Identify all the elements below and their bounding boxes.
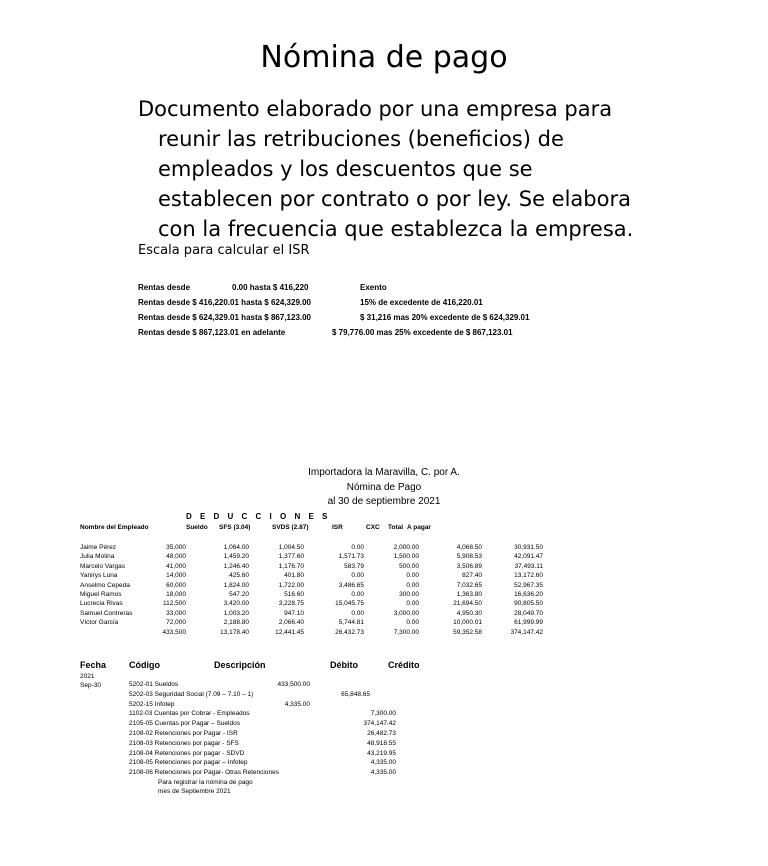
payroll-cell: 2,066.40 [278, 619, 304, 627]
payroll-cell: 2,000.00 [393, 544, 419, 551]
isr-range-from: 0.00 hasta $ 416,220 [232, 283, 309, 292]
definition-paragraph: Documento elaborado por una empresa para reunir las retribuciones (beneficios) de empleados y los descuentos que se establecen por contrato o por ley. Se elabora con la frecuencia que establezca la empresa. [138, 97, 634, 241]
payroll-cell: 1,824.00 [223, 581, 249, 589]
payroll-total: 13,178.40 [220, 628, 249, 636]
journal-line-credit: 4,335.00 [370, 769, 396, 777]
payroll-cell: 1,377.60 [278, 553, 304, 561]
payroll-cell: 7,032.65 [456, 581, 482, 589]
journal-note: Para registrar la nómina de pago [158, 779, 253, 786]
employee-name: Julia Molina [80, 553, 115, 561]
payroll-cell: 41,000 [166, 562, 186, 570]
payroll-cell: 48,000 [166, 553, 186, 561]
payroll-cell: 112,500 [162, 600, 186, 608]
payroll-cell: 90,805.50 [514, 600, 543, 608]
payroll-cell: 37,493.11 [514, 562, 543, 570]
payroll-cell: 33,000 [166, 609, 186, 617]
payroll-cell: 3,228.75 [278, 600, 304, 608]
employee-name: Anselmo Cepeda [80, 581, 130, 589]
journal-line-credit: 43,219.95 [367, 749, 396, 757]
page-title: Nómina de pago [260, 40, 508, 75]
payroll-cell: 0.00 [406, 581, 419, 589]
definition-text [138, 94, 638, 244]
journal-line-debit: 65,848.65 [341, 690, 370, 698]
journal-line-account: 2108-02 Retenciones por Pagar - ISR [129, 730, 238, 737]
payroll-cell: 3,420.00 [223, 600, 249, 608]
payroll-cell: 60,000 [166, 581, 186, 589]
payroll-cell: 0.00 [406, 572, 419, 580]
payroll-cell: 21,694.50 [453, 600, 482, 608]
isr-range: Rentas desde $ 867,123.01 en adelante [138, 328, 286, 337]
journal-header-credito: Crédito [388, 660, 420, 670]
payroll-cell: 5,744.81 [338, 619, 364, 627]
payroll-cell: 0.00 [351, 572, 364, 580]
employee-name: Marcelo Vargas [80, 562, 126, 570]
employee-name: Yanirys Luna [80, 572, 118, 580]
isr-range: Rentas desde $ 624,329.01 hasta $ 867,123.00 [138, 313, 312, 322]
payroll-column-header: Nombre del Empleado [80, 524, 149, 531]
payroll-cell: 4,950.30 [456, 609, 482, 617]
employee-name: Jaime Pérez [80, 544, 117, 551]
payroll-cell: 16,636.20 [514, 591, 543, 598]
payroll-column-header: A pagar [407, 524, 431, 531]
payroll-cell: 1,722.00 [278, 581, 304, 589]
payroll-column-header: Sueldo [186, 524, 208, 531]
journal-line-account: 2108-05 Retenciones por pagar – Infotep [129, 759, 248, 767]
payroll-title: Nómina de Pago [346, 482, 422, 493]
payroll-cell: 14,000 [166, 572, 186, 580]
payroll-cell: 13,172.60 [514, 572, 543, 580]
payroll-cell: 1,246.40 [223, 562, 249, 570]
payroll-cell: 401.80 [284, 572, 304, 580]
employee-name: Víctor García [80, 619, 119, 627]
payroll-cell: 300.00 [399, 591, 419, 598]
journal-line-account: 5202-03 Seguridad Social (7.09 – 7.10 – 1) [129, 690, 254, 698]
payroll-cell: 947.10 [284, 609, 304, 617]
payroll-cell: 42,091.47 [514, 553, 543, 561]
payroll-cell: 72,000 [166, 619, 186, 627]
isr-scale-label: Escala para calcular el ISR [138, 243, 310, 258]
journal-line-debit: 433,500.00 [277, 681, 310, 688]
payroll-column-header: Total [388, 524, 404, 531]
payroll-cell: 15,045.75 [335, 600, 364, 608]
payroll-cell: 0.00 [351, 609, 364, 617]
journal-line-account: 2105-05 Cuentas por Pagar – Sueldos [129, 720, 240, 728]
isr-rate: Exento [360, 283, 387, 292]
journal-line-credit: 26,482.73 [367, 730, 396, 737]
payroll-cell: 1,003.20 [223, 609, 249, 617]
isr-rate: 15% de excedente de 416,220.01 [360, 298, 483, 307]
payroll-cell: 10,000.01 [453, 619, 482, 627]
isr-range: Rentas desde $ 416,220.01 hasta $ 624,329.00 [138, 298, 312, 307]
journal-header-codigo: Código [129, 660, 160, 670]
payroll-total: 12,441.45 [275, 628, 304, 636]
payroll-cell: 583.79 [344, 562, 364, 570]
payroll-cell: 5,908.53 [456, 553, 482, 561]
journal-line-debit: 4,335.00 [284, 700, 310, 708]
journal-line-account: 2108-03 Retenciones por pagar - SFS [129, 739, 239, 747]
journal-year: 2021 [80, 673, 95, 680]
isr-range: Rentas desde [138, 283, 191, 292]
payroll-cell: 3,486.65 [338, 581, 364, 589]
journal-line-account: 2108-04 Retenciones por pagar - SDVD [129, 749, 245, 757]
payroll-cell: 1,571.73 [338, 553, 364, 561]
journal-header-debito: Débito [330, 660, 358, 670]
payroll-cell: 0.00 [351, 544, 364, 551]
journal-date: Sep-30 [80, 682, 101, 689]
journal-line-credit: 374,147.42 [363, 720, 396, 728]
payroll-total: 26,432.73 [335, 628, 364, 636]
payroll-cell: 4,068.50 [456, 544, 482, 551]
payroll-column-header: SFS (3.04) [219, 524, 251, 531]
payroll-total: 7,300.00 [393, 628, 419, 636]
payroll-cell: 18,000 [166, 591, 186, 598]
payroll-cell: 3,506.89 [456, 562, 482, 570]
payroll-cell: 28,049.70 [514, 609, 543, 617]
payroll-total: 59,352.58 [453, 628, 482, 636]
payroll-cell: 35,000 [166, 544, 186, 551]
payroll-column-header: SVDS (2.87) [272, 524, 309, 531]
payroll-cell: 0.00 [406, 600, 419, 608]
payroll-date: al 30 de septiembre 2021 [327, 496, 441, 507]
payroll-cell: 3,000.00 [393, 609, 419, 617]
payroll-cell: 0.00 [406, 619, 419, 627]
journal-note: mes de Septiembre 2021 [158, 788, 231, 795]
journal-line-account: 2108-06 Retenciones por Pagar- Otras Retenciones [129, 769, 279, 777]
employee-name: Miguel Ramos [80, 591, 122, 598]
journal-line-account: 1102-03 Cuentas por Cobrar - Empleados [129, 710, 250, 718]
company-name: Importadora la Maravilla, C. por A. [308, 467, 460, 478]
payroll-cell: 1,363.80 [456, 591, 482, 598]
journal-line-credit: 7,300.00 [370, 710, 396, 718]
payroll-cell: 52,967.35 [514, 581, 543, 589]
payroll-cell: 0.00 [351, 591, 364, 598]
employee-name: Lucrecia Rivas [80, 600, 123, 608]
payroll-total: 433,500 [162, 628, 186, 636]
payroll-cell: 1,176.70 [278, 562, 304, 570]
isr-rate: $ 31,216 mas 20% excedente de $ 624,329.01 [360, 313, 530, 322]
payroll-cell: 1,500.00 [393, 553, 419, 561]
payroll-cell: 1,004.50 [278, 544, 304, 551]
payroll-cell: 827.40 [462, 572, 482, 580]
payroll-cell: 547.20 [229, 591, 249, 598]
journal-header-descripcion: Descripción [214, 660, 266, 670]
payroll-cell: 425.60 [229, 572, 249, 580]
payroll-total: 374,147.42 [510, 628, 543, 636]
payroll-cell: 516.60 [284, 591, 304, 598]
payroll-cell: 2,188.80 [223, 619, 249, 627]
employee-name: Samuel Contreras [80, 609, 133, 617]
payroll-column-header: ISR [332, 524, 343, 531]
isr-rate: $ 79,776.00 mas 25% excedente de $ 867,123.01 [332, 328, 513, 337]
payroll-cell: 61,999.99 [514, 619, 543, 627]
payroll-cell: 1,459.20 [223, 553, 249, 561]
payroll-cell: 30,931.50 [514, 544, 543, 551]
journal-line-account: 5202-01 Sueldos [129, 681, 179, 688]
journal-line-account: 5202-15 Infotep [129, 700, 175, 708]
journal-line-credit: 4,335.00 [370, 759, 396, 767]
journal-header-fecha: Fecha [80, 660, 107, 670]
payroll-cell: 500.00 [399, 562, 419, 570]
deductions-label: D E D U C C I O N E S [186, 512, 329, 521]
payroll-column-header: CXC [366, 524, 380, 531]
payroll-cell: 1,064.00 [223, 544, 249, 551]
journal-line-credit: 48,918.55 [367, 739, 396, 747]
